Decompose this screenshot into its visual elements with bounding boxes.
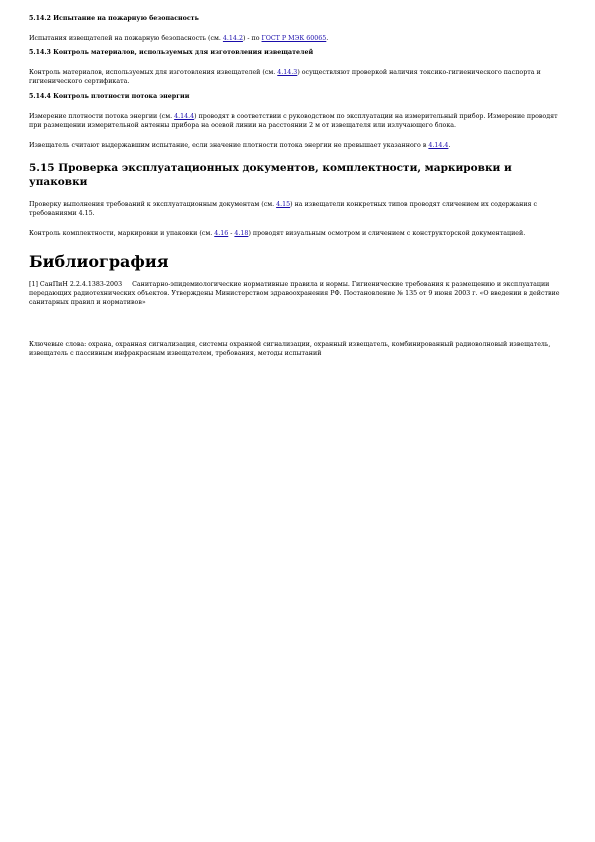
paragraph-text: Контроль комплектности, маркировки и упаковки (см. bbox=[29, 230, 215, 237]
section-5-14-3 bbox=[29, 48, 569, 86]
standard-link[interactable]: ГОСТ Р МЭК 60065 bbox=[261, 35, 327, 42]
clause-link[interactable]: 4.14.3 bbox=[277, 69, 298, 76]
paragraph bbox=[29, 34, 569, 43]
document-page bbox=[29, 14, 569, 358]
paragraph-text: ) проводят визуальным осмотром и сличением с конструкторской документацией. bbox=[248, 230, 526, 237]
keywords: Ключевые слова: охрана, охранная сигнализация, системы охранной сигнализации, охранный извещатель, комбинированный радиоволновый извещатель, извещатель с пассивным инфракрасным извещателем, требования, методы испытаний bbox=[29, 341, 551, 357]
clause-link[interactable]: 4.14.2 bbox=[222, 35, 243, 42]
section-heading: 5.15 Проверка эксплуатационных документов, комплектности, маркировки и упаковки bbox=[29, 162, 512, 188]
section-5-14-4 bbox=[29, 92, 569, 150]
section-heading: 5.14.4 Контроль плотности потока энергии bbox=[29, 93, 190, 100]
paragraph-text: Испытания извещателей на пожарную безопасность (см. bbox=[29, 35, 223, 42]
paragraph-text: ) осуществляют проверкой наличия токсико-гигиенического паспорта и гигиенического сертификата. bbox=[29, 69, 541, 85]
clause-link[interactable]: 4.14.4 bbox=[428, 142, 449, 149]
clause-link[interactable]: 4.16 bbox=[214, 230, 229, 237]
section-heading: 5.14.3 Контроль материалов, используемых для изготовления извещателей bbox=[29, 49, 314, 56]
paragraph-text: . bbox=[326, 35, 329, 42]
paragraph-text: ) на извещатели конкретных типов проводят сличением их содержания с требованиями 4.15. bbox=[29, 201, 538, 217]
paragraph bbox=[29, 200, 569, 218]
clause-link[interactable]: 4.15 bbox=[276, 201, 291, 208]
bibliography-entry: [1] СанПиН 2.2.4.1383-2003 Санитарно-эпидемиологические нормативные правила и нормы. Гигиенические требования к размещению и эксплуатации передающих радиотехнических объектов. Утверждены Министерством здравоохранения РФ. Постановление № 135 от 9 июня 2003 г. «О введении в действие санитарных правил и нормативов» bbox=[29, 281, 562, 306]
paragraph bbox=[29, 141, 569, 150]
paragraph bbox=[29, 229, 569, 238]
paragraph-text: Измерение плотности потока энергии (см. bbox=[29, 113, 175, 120]
paragraph-text: - bbox=[228, 230, 235, 237]
paragraph-text: ) проводят в соответствии с руководством по эксплуатации на измерительный прибор. Измерение проводят при размещении измерительной антенны прибора на осевой линии на расстоянии 2 м от извещателя или излучающего блока. bbox=[29, 113, 558, 129]
paragraph-text: ) - по bbox=[242, 35, 262, 42]
paragraph bbox=[29, 112, 569, 130]
bibliography-section bbox=[29, 252, 569, 307]
paragraph-text: Проверку выполнения требований к эксплуатационным документам (см. bbox=[29, 201, 277, 208]
clause-link[interactable]: 4.18 bbox=[234, 230, 249, 237]
section-5-15 bbox=[29, 161, 569, 238]
paragraph-text: Контроль материалов, используемых для изготовления извещателей (см. bbox=[29, 69, 278, 76]
section-heading: 5.14.2 Испытание на пожарную безопасность bbox=[29, 15, 199, 22]
paragraph-text: Извещатель считают выдержавшим испытание, если значение плотности потока энергии не превышает указанного в bbox=[29, 142, 429, 149]
paragraph-text: . bbox=[448, 142, 451, 149]
clause-link[interactable]: 4.14.4 bbox=[174, 113, 195, 120]
paragraph bbox=[29, 68, 569, 86]
bibliography-heading: Библиография bbox=[29, 252, 169, 271]
section-5-14-2 bbox=[29, 14, 569, 43]
